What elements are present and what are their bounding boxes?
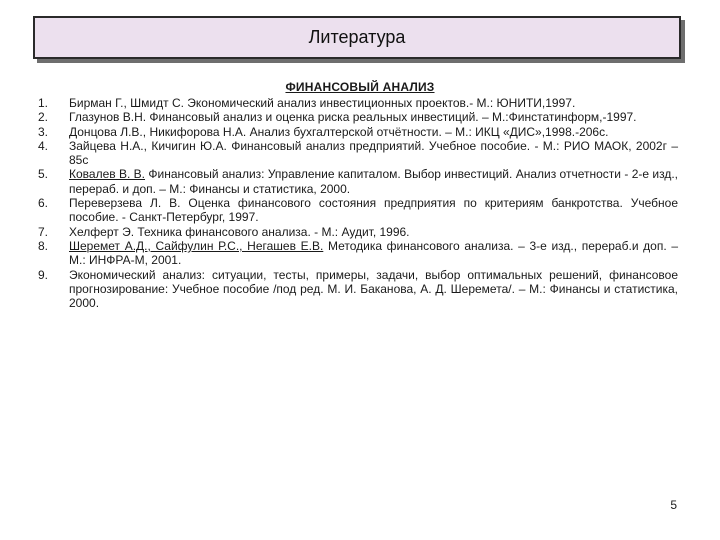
reference-text: Донцова Л.В., Никифорова Н.А. Анализ бухгалтерской отчётности. – М.: ИКЦ «ДИС»,1998.-206с. [69,124,609,139]
reference-item [38,167,678,196]
section-subtitle: ФИНАНСОВЫЙ АНАЛИЗ [285,80,435,94]
reference-number: 8. [38,238,49,253]
reference-number: 3. [38,124,49,139]
reference-text: Финансовый анализ: Управление капиталом. Выбор инвестиций. Анализ отчетности - 2-е изд., перераб. и доп. – М.: Финансы и статистика, 2000. [69,167,678,196]
title-box [33,16,681,59]
reference-item [38,239,678,268]
reference-item [38,96,678,110]
reference-number: 1. [38,96,49,110]
page-number: 5 [670,498,677,512]
reference-item [38,110,678,124]
reference-text: Бирман Г., Шмидт С. Экономический анализ инвестиционных проектов.- М.: ЮНИТИ,1997. [69,96,576,110]
reference-number: 4. [38,138,49,153]
reference-authors-link[interactable]: Шеремет А.Д., Сайфулин Р.С., Негашев Е.В. [69,238,324,253]
reference-item [38,225,678,239]
reference-item [38,139,678,168]
reference-item [38,196,678,225]
reference-text: Зайцева Н.А., Кичигин Ю.А. Финансовый анализ предприятий. Учебное пособие. - М.: РИО МАОК, 2002г – 85с [69,138,678,168]
reference-number: 7. [38,224,49,239]
reference-number: 5. [38,167,49,182]
slide-title: Литература [308,27,406,47]
reference-number: 6. [38,196,49,211]
reference-item [38,125,678,139]
reference-text: Экономический анализ: ситуации, тесты, примеры, задачи, выбор оптимальных решений, финансовое прогнозирование: Учебное пособие /под ред. М. И. Баканова, А. Д. Шеремета/. – М.: Финансы и статистика, 2000. [69,267,678,311]
reference-text: Глазунов В.Н. Финансовый анализ и оценка риска реальных инвестиций. – М.:Финстатинформ,-1997. [69,110,637,125]
reference-text: Переверзева Л. В. Оценка финансового состояния предприятия по критериям банкротства. Учебное пособие. - Санкт-Петербург, 1997. [69,196,678,225]
reference-item [38,268,678,311]
reference-number: 9. [38,267,49,282]
reference-authors-link[interactable]: Ковалев В. В. [69,167,146,182]
reference-text: Хелферт Э. Техника финансового анализа. - М.: Аудит, 1996. [69,224,410,239]
reference-number: 2. [38,110,49,125]
reference-text: Методика финансового анализа. – 3-е изд., перераб.и доп. – М.: ИНФРА-М, 2001. [69,238,678,268]
reference-list [38,96,678,310]
